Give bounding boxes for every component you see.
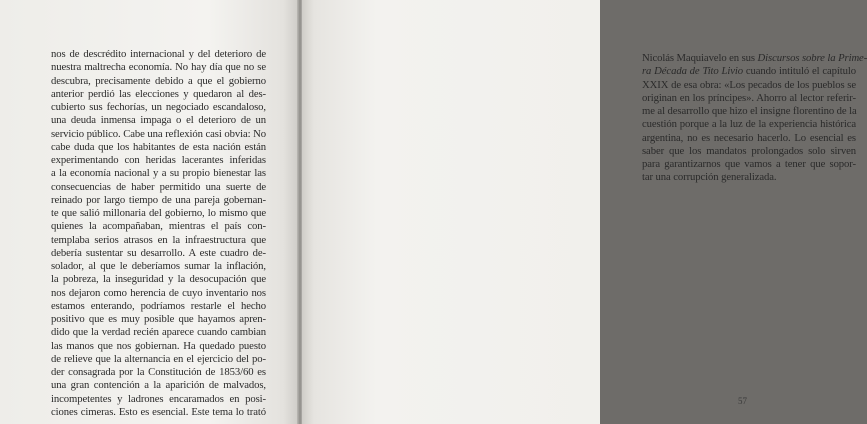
- text-line: de relieve que la alternancia en el ejercicio del po-: [51, 352, 266, 365]
- text-line: estamos enterando, podríamos restarle el hecho: [51, 299, 266, 312]
- text-line: originan en los príncipes». Ahorro al lector referir-: [642, 91, 856, 104]
- text-line: cubierto sus fechorías, un negociado escandaloso,: [51, 101, 266, 113]
- book-title-italic: Discursos sobre la Prime-: [757, 52, 867, 64]
- text-line: [642, 52, 867, 65]
- text-line: una deuda inmensa impaga o el deterioro de un: [51, 114, 266, 127]
- right-page-body-text: [642, 52, 867, 185]
- text-line: positivo que es muy posible que hayamos apren-: [51, 313, 266, 325]
- text-line: tar una corrupción generalizada.: [642, 171, 777, 184]
- left-page-body-text: [51, 48, 266, 419]
- text-line: debería sustentar su desarrollo. A este cuadro de-: [51, 246, 266, 259]
- text-line: nos de descrédito internacional y del deterioro de: [51, 48, 266, 60]
- text-line: argentina, no es necesario hacerlo. Lo esencial es: [642, 131, 856, 144]
- right-page: [302, 0, 867, 424]
- text-line: saber que los mandatos prolongados solo sirven: [642, 144, 856, 157]
- text-line: una gran contención a la aparición de malvados,: [51, 379, 266, 392]
- text-segment: cuando intituló el capítulo: [743, 65, 856, 78]
- text-line: descubra, precisamente debido a que el gobierno: [51, 74, 266, 87]
- text-line: solador, al que le deberíamos sumar la inflación,: [51, 260, 266, 272]
- text-line: nuestra maltrecha economía. No hay día que no se: [51, 61, 266, 74]
- text-line: reinado por largo tiempo de una pareja gobernan-: [51, 193, 266, 206]
- text-line: te que salió millonaria del gobierno, lo mismo que: [51, 207, 266, 219]
- text-segment: Nicolás Maquiavelo en sus: [642, 52, 758, 64]
- left-page: [0, 0, 298, 424]
- page-number: 57: [738, 396, 747, 406]
- text-line: incompetentes y ladrones encaramados en posi-: [51, 392, 266, 405]
- text-line: para garantizarnos que vamos a tener que sopor-: [642, 158, 856, 170]
- text-line: nos dejaron como herencia de cuyo inventario nos: [51, 286, 266, 299]
- text-line: XXIX de esa obra: «Los pecados de los pueblos se: [642, 78, 856, 91]
- text-line: me al desarrollo que hizo el insigne florentino de la: [642, 105, 857, 117]
- text-line: ciones cimeras. Esto es esencial. Este tema lo trató: [51, 405, 266, 418]
- text-line: cuestión porque a la luz de la experiencia histórica: [642, 118, 856, 131]
- text-line: dido que la verdad recién aparece cuando cambian: [51, 326, 266, 339]
- book-title-italic: ra Década de Tito Livio: [642, 65, 744, 78]
- text-line: quienes la acompañaban, mientras el país con-: [51, 220, 266, 233]
- text-line: templaba serios atrasos en la infraestructura que: [51, 233, 266, 246]
- text-line: a la economía nacional y a su propio bienestar las: [51, 167, 266, 180]
- text-line: servicio público. Cabe una reflexión casi obvia: No: [51, 127, 266, 140]
- text-line: consecuencias de haber permitido una suerte de: [51, 180, 266, 193]
- text-line: der consagrada por la Constitución de 1853/60 es: [51, 366, 266, 378]
- text-line: [642, 65, 856, 78]
- text-line: anterior perdió las elecciones y quedaron al des-: [51, 87, 266, 100]
- text-line: cabe duda que los habitantes de esta nación están: [51, 140, 266, 153]
- text-line: experimentando con heridas lacerantes inferidas: [51, 154, 266, 166]
- text-line: la pobreza, la inseguridad y la desocupación que: [51, 273, 266, 286]
- text-line: las manos que nos gobiernan. Ha quedado puesto: [51, 339, 266, 352]
